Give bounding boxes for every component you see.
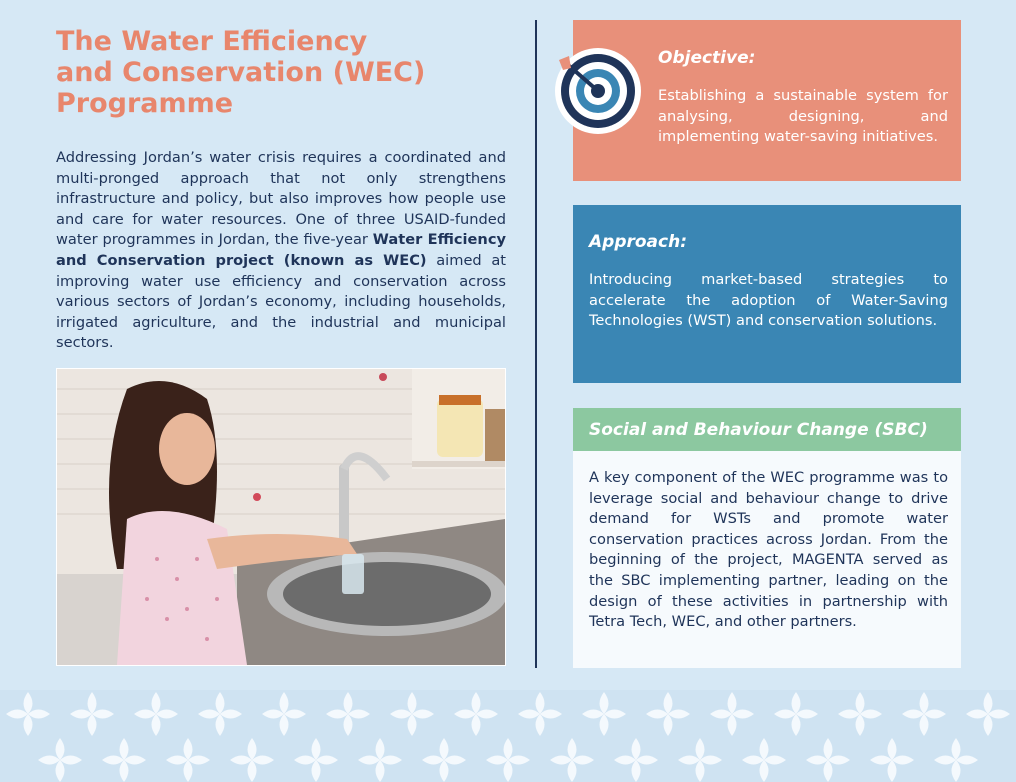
target-arrow-icon [553,46,643,136]
sbc-heading: Social and Behaviour Change (SBC) [589,420,928,440]
objective-text: Establishing a sustainable system for analysing, designing, and implementing water-saving initiatives. [658,87,948,146]
flower-pattern-graphic [0,690,1016,782]
approach-heading: Approach: [589,232,688,252]
objective-heading: Objective: [658,48,756,68]
intro-text-start: Addressing Jordan’s water crisis requires a coordinated and multi-pronged approach that not only strengthens infrastructure and policy, but also improves how people use and care for water resources. One of three USAID-funded water programmes in Jordan, the five-year [56,149,506,249]
intro-text-end: aimed at improving water use efficiency and conservation across various sectors of Jordan’s economy, including households, irrigated agriculture, and the industrial and municipal sectors. [56,251,506,352]
page-title [56,26,516,119]
girl-washing-hands-photo [56,368,506,666]
intro-paragraph [56,148,506,354]
sbc-text: A key component of the WEC programme was to leverage social and behaviour change to drive demand for WSTs and promote water conservation practices across Jordan. From the beginning of the project, MAGENTA served as the SBC implementing partner, leading on the design of these activities in partnership with Tetra Tech, WEC, and other partners. [589,469,948,631]
column-divider [535,20,537,668]
title-line-2: and Conservation (WEC) [56,57,426,88]
intro-project-name: Water Efficiency and Conservation project (known as WEC) [56,231,506,269]
decorative-flower-pattern [0,690,1016,782]
approach-text: Introducing market-based strategies to accelerate the adoption of Water-Saving Technologies (WST) and conservation solutions. [589,271,948,330]
title-line-1: The Water Efficiency [56,26,368,57]
photo-illustration [57,369,505,665]
title-line-3: Programme [56,88,234,119]
